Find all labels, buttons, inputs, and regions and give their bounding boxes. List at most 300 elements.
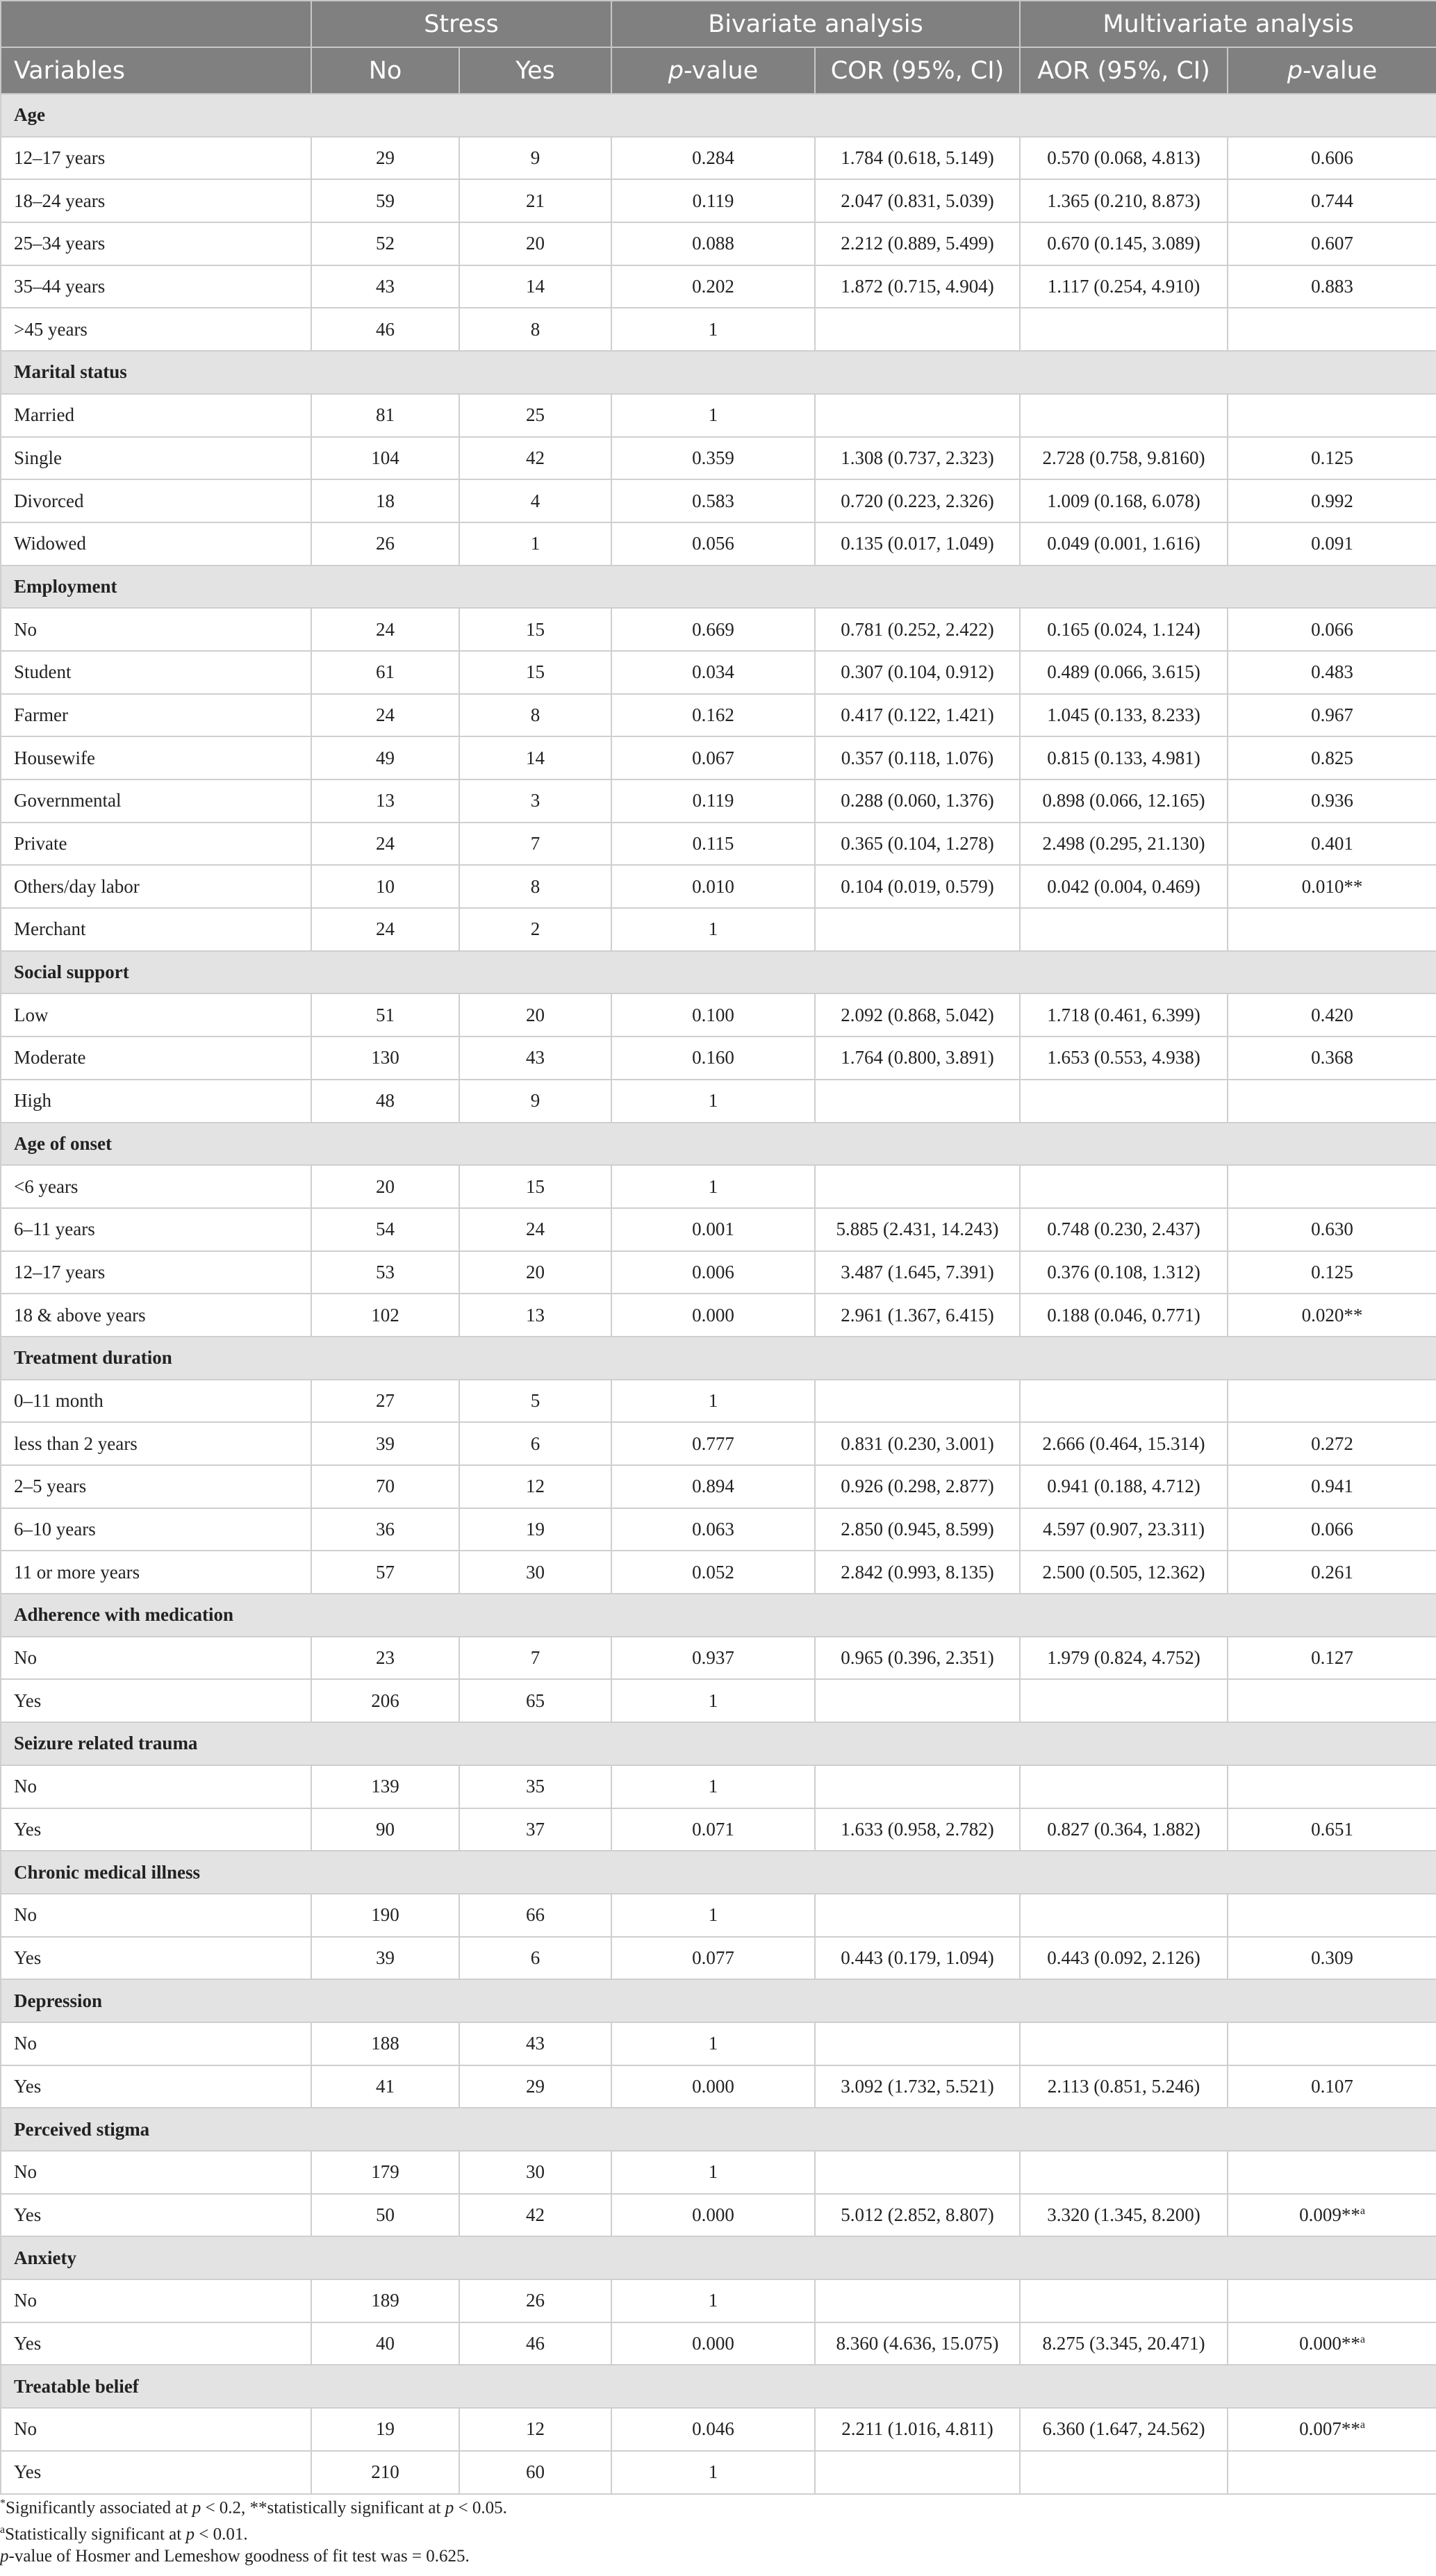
variable-label: No xyxy=(1,2022,311,2065)
cor-cell: 1.764 (0.800, 3.891) xyxy=(815,1037,1020,1080)
variable-label: Yes xyxy=(1,1937,311,1980)
multivariate-p-value-cell xyxy=(1228,1380,1436,1423)
aor-cell xyxy=(1020,2279,1228,2322)
multivariate-p-value-cell: 0.483 xyxy=(1228,651,1436,694)
cor-cell: 1.308 (0.737, 2.323) xyxy=(815,437,1020,480)
table-row xyxy=(1,2408,1436,2451)
variable-label: <6 years xyxy=(1,1165,311,1208)
footnote-p001: $^a$Statistically significant at p < 0.01. xyxy=(0,2524,248,2544)
section-title: Age of onset xyxy=(1,1123,1436,1166)
table-row xyxy=(1,1380,1436,1423)
variable-label: less than 2 years xyxy=(1,1422,311,1465)
cor-cell: 0.307 (0.104, 0.912) xyxy=(815,651,1020,694)
bivariate-p-value-cell: 0.000 xyxy=(611,2194,815,2237)
section-header-row xyxy=(1,951,1436,994)
stress-no-cell: 20 xyxy=(311,1165,459,1208)
stress-yes-cell: 13 xyxy=(459,1294,611,1337)
bivariate-p-value-cell: 0.088 xyxy=(611,222,815,265)
table-row xyxy=(1,823,1436,866)
cor-cell: 1.633 (0.958, 2.782) xyxy=(815,1808,1020,1851)
variable-label: Moderate xyxy=(1,1037,311,1080)
stress-no-cell: 49 xyxy=(311,736,459,779)
aor-cell: 6.360 (1.647, 24.562) xyxy=(1020,2408,1228,2451)
cor-cell: 0.926 (0.298, 2.877) xyxy=(815,1465,1020,1508)
cor-cell: 0.135 (0.017, 1.049) xyxy=(815,522,1020,565)
aor-cell xyxy=(1020,1765,1228,1808)
stress-yes-cell: 4 xyxy=(459,479,611,522)
table-row xyxy=(1,1637,1436,1680)
aor-cell: 2.728 (0.758, 9.8160) xyxy=(1020,437,1228,480)
table-row xyxy=(1,908,1436,951)
variable-label: Yes xyxy=(1,1808,311,1851)
bivariate-p-value-cell: 0.162 xyxy=(611,694,815,737)
cor-cell: 1.872 (0.715, 4.904) xyxy=(815,265,1020,308)
bivariate-p-value-cell: 0.894 xyxy=(611,1465,815,1508)
cor-cell xyxy=(815,308,1020,351)
bivariate-p-value-cell: 1 xyxy=(611,2151,815,2194)
section-title: Anxiety xyxy=(1,2236,1436,2279)
aor-cell: 0.376 (0.108, 1.312) xyxy=(1020,1251,1228,1294)
stress-no-cell: 51 xyxy=(311,993,459,1037)
stress-yes-cell: 42 xyxy=(459,2194,611,2237)
multivariate-p-value-cell xyxy=(1228,2451,1436,2494)
stress-no-cell: 43 xyxy=(311,265,459,308)
stress-yes-cell: 26 xyxy=(459,2279,611,2322)
variable-label: 11 or more years xyxy=(1,1551,311,1594)
aor-cell xyxy=(1020,908,1228,951)
aor-cell: 1.117 (0.254, 4.910) xyxy=(1020,265,1228,308)
stress-no-cell: 19 xyxy=(311,2408,459,2451)
bivariate-p-value-cell: 0.063 xyxy=(611,1508,815,1551)
stress-no-cell: 81 xyxy=(311,394,459,437)
cor-cell xyxy=(815,394,1020,437)
table-row xyxy=(1,2279,1436,2322)
section-title: Perceived stigma xyxy=(1,2108,1436,2151)
cor-cell: 3.092 (1.732, 5.521) xyxy=(815,2065,1020,2108)
variable-label: Yes xyxy=(1,2065,311,2108)
aor-cell: 1.718 (0.461, 6.399) xyxy=(1020,993,1228,1037)
table-row xyxy=(1,137,1436,180)
table-row xyxy=(1,1937,1436,1980)
header-group-multivariate: Multivariate analysis xyxy=(1020,1,1436,47)
stress-yes-cell: 20 xyxy=(459,222,611,265)
stress-no-cell: 189 xyxy=(311,2279,459,2322)
cor-cell xyxy=(815,2151,1020,2194)
stress-no-cell: 210 xyxy=(311,2451,459,2494)
variable-label: Married xyxy=(1,394,311,437)
variable-label: 12–17 years xyxy=(1,137,311,180)
stress-yes-cell: 14 xyxy=(459,736,611,779)
aor-cell xyxy=(1020,1679,1228,1722)
table-row xyxy=(1,1551,1436,1594)
stress-yes-cell: 20 xyxy=(459,993,611,1037)
variable-label: 12–17 years xyxy=(1,1251,311,1294)
variable-label: No xyxy=(1,1894,311,1937)
multivariate-p-value-cell: 0.630 xyxy=(1228,1208,1436,1251)
multivariate-p-value-cell: 0.368 xyxy=(1228,1037,1436,1080)
stress-yes-cell: 2 xyxy=(459,908,611,951)
cor-cell: 0.781 (0.252, 2.422) xyxy=(815,608,1020,651)
stress-yes-cell: 8 xyxy=(459,865,611,908)
section-title: Treatment duration xyxy=(1,1337,1436,1380)
bivariate-p-value-cell: 1 xyxy=(611,1765,815,1808)
aor-cell: 2.113 (0.851, 5.246) xyxy=(1020,2065,1228,2108)
stress-no-cell: 53 xyxy=(311,1251,459,1294)
table-row xyxy=(1,1294,1436,1337)
stress-no-cell: 13 xyxy=(311,779,459,823)
multivariate-p-value-cell: 0.967 xyxy=(1228,694,1436,737)
bivariate-p-value-cell: 1 xyxy=(611,1894,815,1937)
stress-no-cell: 188 xyxy=(311,2022,459,2065)
variable-label: Merchant xyxy=(1,908,311,951)
table-row xyxy=(1,522,1436,565)
multivariate-p-value-cell: 0.309 xyxy=(1228,1937,1436,1980)
section-title: Depression xyxy=(1,1979,1436,2022)
column-header-p-value: p-value xyxy=(611,47,815,94)
header-group-row xyxy=(1,1,1436,47)
cor-cell: 0.965 (0.396, 2.351) xyxy=(815,1637,1020,1680)
section-header-row xyxy=(1,351,1436,394)
multivariate-p-value-cell: 0.883 xyxy=(1228,265,1436,308)
bivariate-p-value-cell: 0.100 xyxy=(611,993,815,1037)
cor-cell: 2.842 (0.993, 8.135) xyxy=(815,1551,1020,1594)
stress-yes-cell: 29 xyxy=(459,2065,611,2108)
stress-no-cell: 70 xyxy=(311,1465,459,1508)
multivariate-p-value-cell: 0.992 xyxy=(1228,479,1436,522)
variable-label: 6–10 years xyxy=(1,1508,311,1551)
aor-cell: 1.653 (0.553, 4.938) xyxy=(1020,1037,1228,1080)
table-row xyxy=(1,437,1436,480)
aor-cell: 2.500 (0.505, 12.362) xyxy=(1020,1551,1228,1594)
cor-cell: 0.104 (0.019, 0.579) xyxy=(815,865,1020,908)
bivariate-p-value-cell: 0.077 xyxy=(611,1937,815,1980)
stress-no-cell: 24 xyxy=(311,694,459,737)
stress-yes-cell: 8 xyxy=(459,308,611,351)
bivariate-p-value-cell: 0.071 xyxy=(611,1808,815,1851)
aor-cell: 0.489 (0.066, 3.615) xyxy=(1020,651,1228,694)
cor-cell: 0.831 (0.230, 3.001) xyxy=(815,1422,1020,1465)
bivariate-p-value-cell: 1 xyxy=(611,1380,815,1423)
cor-cell: 0.443 (0.179, 1.094) xyxy=(815,1937,1020,1980)
stress-yes-cell: 24 xyxy=(459,1208,611,1251)
aor-cell: 2.666 (0.464, 15.314) xyxy=(1020,1422,1228,1465)
table-row xyxy=(1,2065,1436,2108)
variable-label: 6–11 years xyxy=(1,1208,311,1251)
multivariate-p-value-cell: 0.125 xyxy=(1228,437,1436,480)
aor-cell: 0.748 (0.230, 2.437) xyxy=(1020,1208,1228,1251)
cor-cell xyxy=(815,1380,1020,1423)
stress-no-cell: 41 xyxy=(311,2065,459,2108)
multivariate-p-value-cell xyxy=(1228,1894,1436,1937)
variable-label: Yes xyxy=(1,2194,311,2237)
variable-label: Low xyxy=(1,993,311,1037)
bivariate-p-value-cell: 0.006 xyxy=(611,1251,815,1294)
aor-cell: 0.188 (0.046, 0.771) xyxy=(1020,1294,1228,1337)
section-title: Age xyxy=(1,94,1436,137)
bivariate-p-value-cell: 0.067 xyxy=(611,736,815,779)
stress-no-cell: 24 xyxy=(311,908,459,951)
variable-label: Yes xyxy=(1,2451,311,2494)
bivariate-p-value-cell: 1 xyxy=(611,394,815,437)
table-row xyxy=(1,2022,1436,2065)
stress-yes-cell: 1 xyxy=(459,522,611,565)
stress-no-cell: 90 xyxy=(311,1808,459,1851)
multivariate-p-value-cell: 0.936 xyxy=(1228,779,1436,823)
section-title: Employment xyxy=(1,565,1436,609)
table-row xyxy=(1,1037,1436,1080)
bivariate-p-value-cell: 0.000 xyxy=(611,1294,815,1337)
stress-no-cell: 40 xyxy=(311,2322,459,2366)
stress-yes-cell: 42 xyxy=(459,437,611,480)
stress-no-cell: 18 xyxy=(311,479,459,522)
multivariate-p-value-cell: 0.651 xyxy=(1228,1808,1436,1851)
cor-cell: 2.047 (0.831, 5.039) xyxy=(815,179,1020,222)
significance-marker: a xyxy=(1360,2334,1365,2346)
table-body xyxy=(1,94,1436,2494)
bivariate-p-value-cell: 0.052 xyxy=(611,1551,815,1594)
table-row xyxy=(1,1251,1436,1294)
section-header-row xyxy=(1,1851,1436,1894)
stress-yes-cell: 30 xyxy=(459,2151,611,2194)
column-header-cor: COR (95%, CI) xyxy=(815,47,1020,94)
aor-cell: 8.275 (3.345, 20.471) xyxy=(1020,2322,1228,2366)
cor-cell xyxy=(815,1894,1020,1937)
variable-label: Housewife xyxy=(1,736,311,779)
table-row xyxy=(1,1894,1436,1937)
bivariate-p-value-cell: 0.046 xyxy=(611,2408,815,2451)
aor-cell: 0.670 (0.145, 3.089) xyxy=(1020,222,1228,265)
stress-yes-cell: 9 xyxy=(459,1080,611,1123)
variable-label: No xyxy=(1,1765,311,1808)
table-row xyxy=(1,1080,1436,1123)
stress-yes-cell: 37 xyxy=(459,1808,611,1851)
multivariate-p-value-cell: 0.261 xyxy=(1228,1551,1436,1594)
stress-no-cell: 61 xyxy=(311,651,459,694)
stress-yes-cell: 6 xyxy=(459,1937,611,1980)
stress-yes-cell: 15 xyxy=(459,1165,611,1208)
bivariate-p-value-cell: 0.119 xyxy=(611,179,815,222)
cor-cell xyxy=(815,908,1020,951)
aor-cell xyxy=(1020,1165,1228,1208)
stress-no-cell: 54 xyxy=(311,1208,459,1251)
section-header-row xyxy=(1,1123,1436,1166)
multivariate-p-value-cell: 0.009**$^a$ xyxy=(1228,2194,1436,2237)
variable-label: 25–34 years xyxy=(1,222,311,265)
stress-yes-cell: 35 xyxy=(459,1765,611,1808)
table-row xyxy=(1,1765,1436,1808)
table-row xyxy=(1,394,1436,437)
cor-cell: 1.784 (0.618, 5.149) xyxy=(815,137,1020,180)
aor-cell xyxy=(1020,1894,1228,1937)
table-row xyxy=(1,865,1436,908)
bivariate-p-value-cell: 0.001 xyxy=(611,1208,815,1251)
section-header-row xyxy=(1,1594,1436,1637)
footnotes xyxy=(0,2491,1436,2570)
stress-no-cell: 48 xyxy=(311,1080,459,1123)
bivariate-p-value-cell: 1 xyxy=(611,1080,815,1123)
stress-no-cell: 29 xyxy=(311,137,459,180)
table-row xyxy=(1,179,1436,222)
multivariate-p-value-cell xyxy=(1228,1765,1436,1808)
aor-cell: 4.597 (0.907, 23.311) xyxy=(1020,1508,1228,1551)
column-header-yes: Yes xyxy=(459,47,611,94)
cor-cell: 2.961 (1.367, 6.415) xyxy=(815,1294,1020,1337)
cor-cell: 0.365 (0.104, 1.278) xyxy=(815,823,1020,866)
multivariate-p-value-cell: 0.825 xyxy=(1228,736,1436,779)
variable-label: Widowed xyxy=(1,522,311,565)
column-header-variables: Variables xyxy=(1,47,311,94)
table-row xyxy=(1,479,1436,522)
section-header-row xyxy=(1,1337,1436,1380)
cor-cell xyxy=(815,2022,1020,2065)
header-empty-cell xyxy=(1,1,311,47)
stress-yes-cell: 9 xyxy=(459,137,611,180)
variable-label: 35–44 years xyxy=(1,265,311,308)
stress-yes-cell: 30 xyxy=(459,1551,611,1594)
aor-cell: 0.165 (0.024, 1.124) xyxy=(1020,608,1228,651)
aor-cell xyxy=(1020,2022,1228,2065)
multivariate-p-value-cell: 0.272 xyxy=(1228,1422,1436,1465)
multivariate-p-value-cell: 0.066 xyxy=(1228,1508,1436,1551)
multivariate-p-value-cell xyxy=(1228,908,1436,951)
bivariate-p-value-cell: 1 xyxy=(611,2451,815,2494)
section-title: Chronic medical illness xyxy=(1,1851,1436,1894)
multivariate-p-value-cell: 0.007**$^a$ xyxy=(1228,2408,1436,2451)
aor-cell xyxy=(1020,394,1228,437)
multivariate-p-value-cell: 0.744 xyxy=(1228,179,1436,222)
aor-cell: 0.941 (0.188, 4.712) xyxy=(1020,1465,1228,1508)
aor-cell: 3.320 (1.345, 8.200) xyxy=(1020,2194,1228,2237)
cor-cell xyxy=(815,1679,1020,1722)
variable-label: 0–11 month xyxy=(1,1380,311,1423)
aor-cell xyxy=(1020,2151,1228,2194)
table-row xyxy=(1,222,1436,265)
bivariate-p-value-cell: 0.010 xyxy=(611,865,815,908)
section-header-row xyxy=(1,2236,1436,2279)
aor-cell: 0.049 (0.001, 1.616) xyxy=(1020,522,1228,565)
significance-marker: a xyxy=(1360,2419,1365,2431)
stress-no-cell: 59 xyxy=(311,179,459,222)
multivariate-p-value-cell: 0.127 xyxy=(1228,1637,1436,1680)
table-row xyxy=(1,1208,1436,1251)
variable-label: No xyxy=(1,2151,311,2194)
stress-yes-cell: 43 xyxy=(459,1037,611,1080)
section-header-row xyxy=(1,565,1436,609)
section-header-row xyxy=(1,94,1436,137)
aor-cell: 0.827 (0.364, 1.882) xyxy=(1020,1808,1228,1851)
cor-cell: 5.885 (2.431, 14.243) xyxy=(815,1208,1020,1251)
variable-label: No xyxy=(1,608,311,651)
stress-yes-cell: 12 xyxy=(459,1465,611,1508)
multivariate-p-value-cell: 0.107 xyxy=(1228,2065,1436,2108)
stress-yes-cell: 8 xyxy=(459,694,611,737)
stress-yes-cell: 66 xyxy=(459,1894,611,1937)
variable-label: Farmer xyxy=(1,694,311,737)
cor-cell: 0.417 (0.122, 1.421) xyxy=(815,694,1020,737)
stress-no-cell: 102 xyxy=(311,1294,459,1337)
stress-no-cell: 24 xyxy=(311,823,459,866)
aor-cell: 0.042 (0.004, 0.469) xyxy=(1020,865,1228,908)
stress-yes-cell: 7 xyxy=(459,1637,611,1680)
bivariate-p-value-cell: 0.000 xyxy=(611,2322,815,2366)
section-title: Treatable belief xyxy=(1,2365,1436,2408)
cor-cell: 2.211 (1.016, 4.811) xyxy=(815,2408,1020,2451)
bivariate-p-value-cell: 0.669 xyxy=(611,608,815,651)
aor-cell: 0.443 (0.092, 2.126) xyxy=(1020,1937,1228,1980)
variable-label: >45 years xyxy=(1,308,311,351)
stress-no-cell: 139 xyxy=(311,1765,459,1808)
multivariate-p-value-cell: 0.420 xyxy=(1228,993,1436,1037)
stress-yes-cell: 19 xyxy=(459,1508,611,1551)
bivariate-p-value-cell: 1 xyxy=(611,308,815,351)
table-row xyxy=(1,1422,1436,1465)
aor-cell: 2.498 (0.295, 21.130) xyxy=(1020,823,1228,866)
stress-yes-cell: 15 xyxy=(459,608,611,651)
bivariate-p-value-cell: 1 xyxy=(611,1679,815,1722)
section-title: Social support xyxy=(1,951,1436,994)
table-row xyxy=(1,2194,1436,2237)
table-row xyxy=(1,608,1436,651)
variable-label: 2–5 years xyxy=(1,1465,311,1508)
section-header-row xyxy=(1,2365,1436,2408)
table-row xyxy=(1,2451,1436,2494)
multivariate-p-value-cell xyxy=(1228,308,1436,351)
aor-cell: 0.815 (0.133, 4.981) xyxy=(1020,736,1228,779)
multivariate-p-value-cell: 0.606 xyxy=(1228,137,1436,180)
stress-no-cell: 130 xyxy=(311,1037,459,1080)
cor-cell: 2.212 (0.889, 5.499) xyxy=(815,222,1020,265)
variable-label: No xyxy=(1,2279,311,2322)
multivariate-p-value-cell xyxy=(1228,1679,1436,1722)
section-title: Adherence with medication xyxy=(1,1594,1436,1637)
multivariate-p-value-cell xyxy=(1228,394,1436,437)
section-title: Seizure related trauma xyxy=(1,1722,1436,1765)
variable-label: 18 & above years xyxy=(1,1294,311,1337)
cor-cell xyxy=(815,1165,1020,1208)
stress-no-cell: 10 xyxy=(311,865,459,908)
aor-cell: 1.365 (0.210, 8.873) xyxy=(1020,179,1228,222)
aor-cell: 1.979 (0.824, 4.752) xyxy=(1020,1637,1228,1680)
multivariate-p-value-cell xyxy=(1228,2022,1436,2065)
stress-no-cell: 52 xyxy=(311,222,459,265)
stress-yes-cell: 5 xyxy=(459,1380,611,1423)
variable-label: Yes xyxy=(1,1679,311,1722)
variable-label: Private xyxy=(1,823,311,866)
bivariate-p-value-cell: 0.777 xyxy=(611,1422,815,1465)
bivariate-p-value-cell: 0.284 xyxy=(611,137,815,180)
multivariate-p-value-cell: 0.091 xyxy=(1228,522,1436,565)
multivariate-p-value-cell: 0.010** xyxy=(1228,865,1436,908)
bivariate-p-value-cell: 0.583 xyxy=(611,479,815,522)
multivariate-p-value-cell: 0.000**$^a$ xyxy=(1228,2322,1436,2366)
aor-cell xyxy=(1020,1380,1228,1423)
table-row xyxy=(1,736,1436,779)
bivariate-p-value-cell: 1 xyxy=(611,908,815,951)
bivariate-p-value-cell: 0.202 xyxy=(611,265,815,308)
aor-cell xyxy=(1020,308,1228,351)
footnote-hosmer-lemeshow: p-value of Hosmer and Lemeshow goodness of fit test was = 0.625. xyxy=(0,2547,470,2566)
stress-no-cell: 57 xyxy=(311,1551,459,1594)
aor-cell: 1.009 (0.168, 6.078) xyxy=(1020,479,1228,522)
cor-cell xyxy=(815,2451,1020,2494)
aor-cell: 0.570 (0.068, 4.813) xyxy=(1020,137,1228,180)
cor-cell: 8.360 (4.636, 15.075) xyxy=(815,2322,1020,2366)
column-header-adjusted-p-value: p-value xyxy=(1228,47,1436,94)
stress-yes-cell: 60 xyxy=(459,2451,611,2494)
cor-cell xyxy=(815,2279,1020,2322)
table-row xyxy=(1,779,1436,823)
table-row xyxy=(1,651,1436,694)
